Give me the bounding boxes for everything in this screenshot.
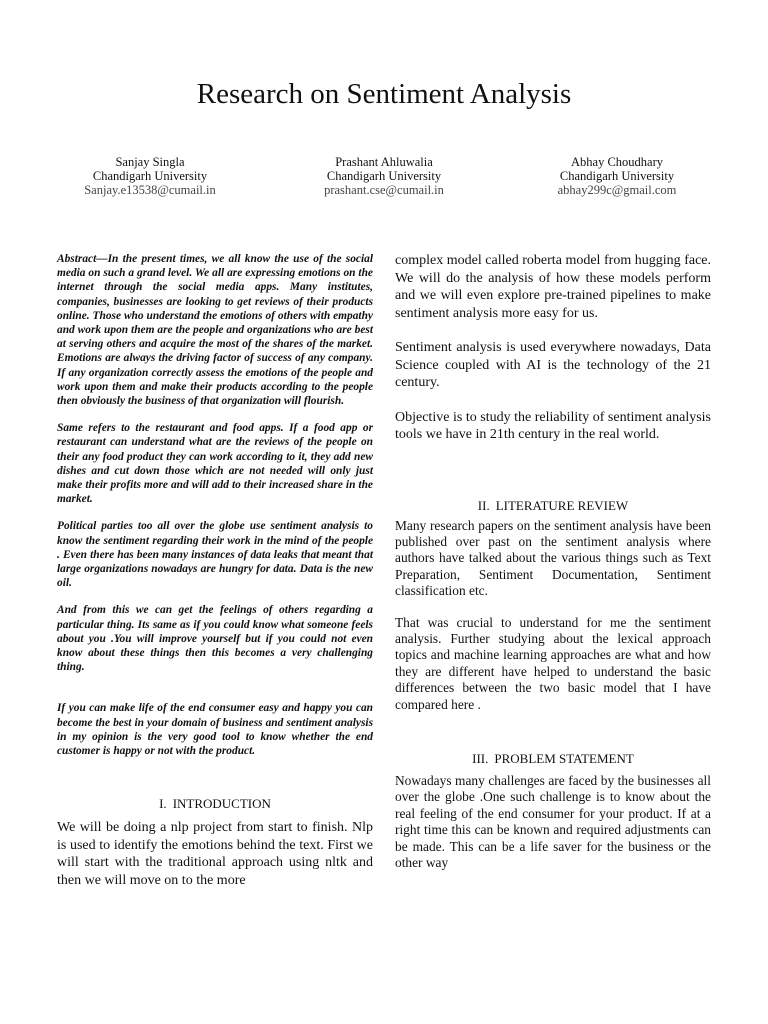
section-heading-problem-statement bbox=[395, 751, 711, 767]
author-2 bbox=[264, 155, 504, 197]
section-title: PROBLEM STATEMENT bbox=[494, 750, 634, 766]
abstract-paragraph-5: If you can make life of the end consumer easy and happy you can become the best in your domain of business and sentiment analysis in my opinion is the very good tool to know whether the end customer is happy or not with the product. bbox=[57, 702, 373, 758]
author-name: Prashant Ahluwalia bbox=[335, 155, 433, 169]
literature-paragraph-2: That was crucial to understand for me the sentiment analysis. Further studying about the lexical approach topics and machine learning approaches are what and how they are different have helped to understand the basic differences between the two basic model that I have compared here . bbox=[395, 614, 711, 712]
section-number: I. bbox=[159, 796, 167, 812]
literature-paragraph-1: Many research papers on the sentiment analysis have been published over past on the sentiment analysis where authors have talked about the various things such as Text Preparation, Sentiment Documentation, Sentiment classification etc. bbox=[395, 517, 711, 599]
author-3 bbox=[497, 155, 737, 197]
author-affiliation: Chandigarh University bbox=[559, 169, 675, 183]
section-title: INTRODUCTION bbox=[172, 796, 271, 812]
paper-title: Research on Sentiment Analysis bbox=[196, 78, 572, 110]
problem-paragraph: Nowadays many challenges are faced by the businesses all over the globe .One such challenge is to know about the real feeling of the end consumer for your product. If at a right time this can be known and required adjustments can be made. This can be a life saver for the business or the other way bbox=[395, 772, 711, 870]
author-email: Sanjay.e13538@cumail.in bbox=[84, 183, 216, 197]
author-affiliation: Chandigarh University bbox=[326, 169, 442, 183]
section-number: III. bbox=[472, 750, 489, 766]
author-email: abhay299c@gmail.com bbox=[557, 183, 677, 197]
abstract-paragraph-2: Same refers to the restaurant and food apps. If a food app or restaurant can understand what are the reviews of the people on their any food product they can work according to it, they add new dishes and cut down those which are not needed will only just make their profits more and will add to their increased share in the market. bbox=[57, 422, 373, 506]
author-email: prashant.cse@cumail.in bbox=[324, 183, 444, 197]
abstract-paragraph-3: Political parties too all over the globe use sentiment analysis to know the sentiment regarding their work in the mind of the people . Even there has been many instances of data leaks that meant that large organizations nowadays are hungry for data. Data is the new oil. bbox=[57, 520, 373, 590]
abstract-paragraph-4: And from this we can get the feelings of others regarding a particular thing. Its same as if you could know what someone feels about you .You will improve yourself but if you could not even know about these things then this becomes a very challenging thing. bbox=[57, 604, 373, 674]
author-name: Abhay Choudhary bbox=[571, 155, 663, 169]
right-column bbox=[395, 252, 711, 871]
intro-continued-paragraph-1: complex model called roberta model from hugging face. We will do the analysis of how these models perform and we will even explore pre-trained pipelines to make sentiment analysis more easy for us. bbox=[395, 253, 711, 321]
section-title: LITERATURE REVIEW bbox=[495, 497, 629, 513]
section-heading-literature-review bbox=[395, 498, 711, 514]
abstract-paragraph-1: Abstract—In the present times, we all know the use of the social media on such a grand level. We all are expressing emotions on the internet through the social media apps. Many institutes, companies, businesses are looking to get reviews of their products online. Those who understand the emotions of others with empathy and work upon them are the people and organizations who are best at serving others and acquire the most of the shares of the market. Emotions are always the driving factor of success of any company. If any organization correctly assess the emotions of the people and work upon them and make their products according to the people then obviously the business of that organization will flourish. bbox=[57, 253, 373, 408]
section-heading-introduction bbox=[57, 796, 373, 812]
left-column bbox=[57, 252, 373, 889]
intro-continued-paragraph-2: Sentiment analysis is used everywhere nowadays, Data Science coupled with AI is the technology of the 21 century. bbox=[395, 340, 711, 390]
author-affiliation: Chandigarh University bbox=[92, 169, 208, 183]
author-1 bbox=[30, 155, 270, 197]
intro-paragraph: We will be doing a nlp project from start to finish. Nlp is used to identify the emotions behind the text. First we will start with the traditional approach using nltk and then we will move on to the more bbox=[57, 820, 373, 888]
section-number: II. bbox=[477, 497, 490, 513]
author-name: Sanjay Singla bbox=[115, 155, 185, 169]
intro-continued-paragraph-3: Objective is to study the reliability of sentiment analysis tools we have in 21th century in the real world. bbox=[395, 409, 711, 442]
